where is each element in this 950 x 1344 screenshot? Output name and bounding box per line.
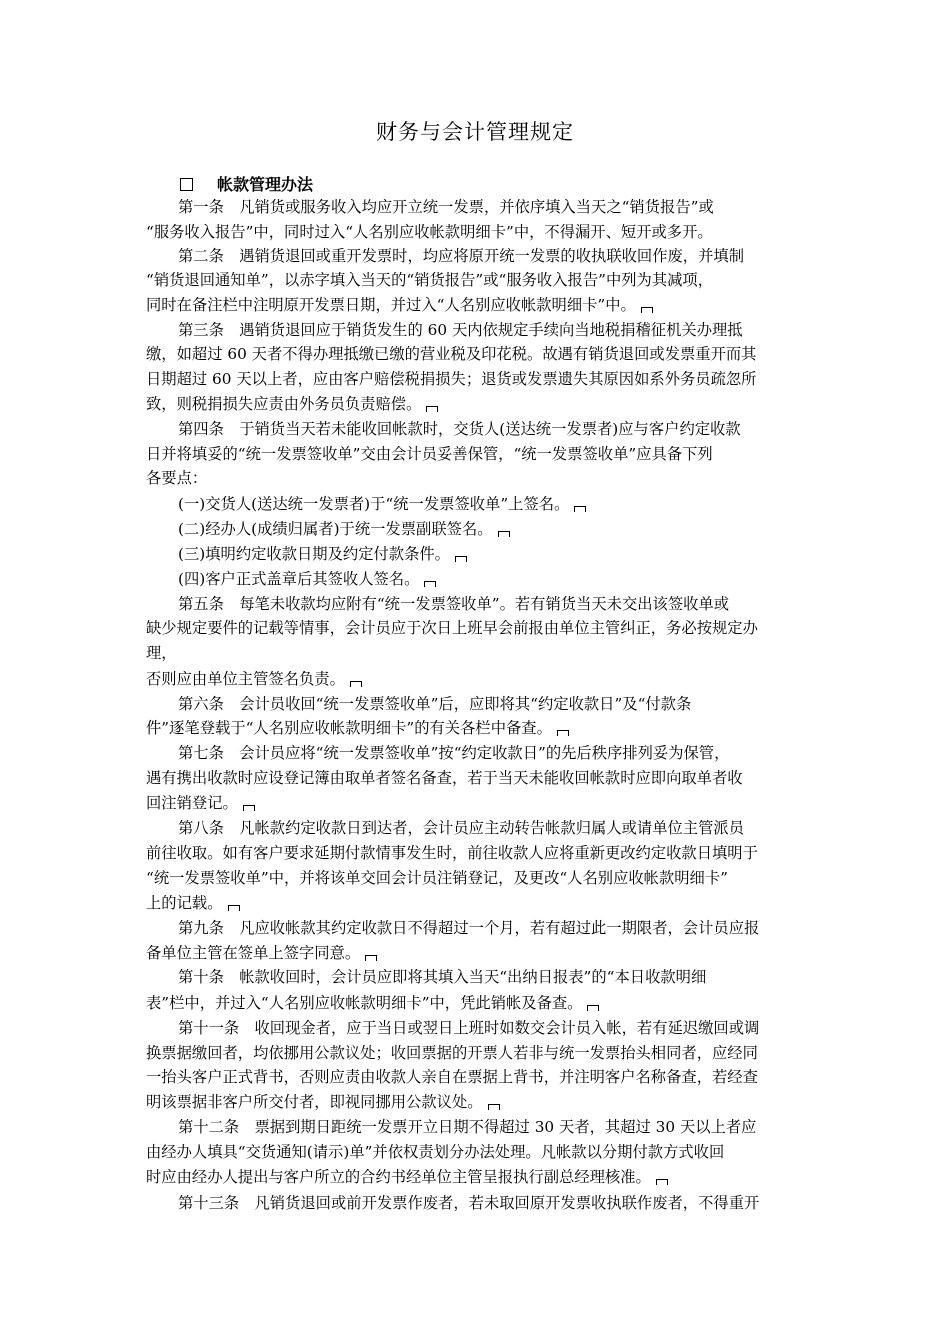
paragraph-mark-icon: [426, 406, 438, 412]
text-line-content: 缴，如超过 60 天者不得办理抵缴已缴的营业税及印花税。故遇有销货退回或发票重开而其: [146, 345, 757, 363]
text-line-content: 第八条 凡帐款约定收款日到达者，会计员应主动转告帐款归属人或请单位主管派员: [178, 819, 744, 837]
paragraph-mark-icon: [587, 1005, 599, 1011]
paragraph-mark-icon: [350, 681, 362, 687]
paragraph-mark-icon: [488, 1104, 500, 1110]
text-line: [178, 246, 744, 266]
text-line: [146, 394, 438, 414]
text-line-content: 第六条 会计员收回“统一发票签收单”后，应即将其“约定收款日”及“付款条: [178, 695, 692, 713]
text-line: [178, 818, 744, 838]
text-line-content: 日期超过 60 天以上者，应由客户赔偿税捐损失；退货或发票遗失其原因如系外务员疏忽所: [146, 370, 757, 388]
text-line-content: 备单位主管在签单上签字同意。: [146, 944, 361, 962]
text-line: [146, 1092, 500, 1112]
paragraph-mark-icon: [557, 730, 569, 736]
text-line: [146, 943, 377, 963]
text-line: [178, 494, 586, 514]
text-line: [146, 344, 756, 364]
text-line: [146, 444, 713, 464]
text-line-content: (一)交货人(送达统一发票者)于“统一发票签收单”上签名。: [178, 495, 570, 513]
paragraph-mark-icon: [641, 307, 653, 313]
text-line: [178, 519, 510, 539]
text-line: [146, 643, 177, 663]
text-line-content: 上的记载。: [146, 894, 223, 912]
page-title: 财务与会计管理规定: [376, 120, 574, 144]
text-line: [146, 893, 240, 913]
text-line: [146, 718, 569, 738]
text-line: [146, 295, 653, 315]
section-heading: [180, 172, 313, 195]
text-line: [178, 1117, 756, 1137]
text-line-content: 第十一条 收回现金者，应于当日或翌日上班时如数交会计员入帐，若有延迟缴回或调: [178, 1019, 760, 1037]
text-line-content: 同时在备注栏中注明原开发票日期，并过入“人名别应收帐款明细卡”中。: [146, 296, 636, 314]
text-line: [178, 320, 743, 340]
text-line-content: “统一发票签收单”中，并将该单交回会计员注销登记，及更改“人名别应收帐款明细卡”: [146, 869, 728, 887]
paragraph-mark-icon: [228, 905, 240, 911]
text-line-content: 一抬头客户正式背书，否则应责由收款人亲自在票据上背书，并注明客户名称备查，若经查: [146, 1068, 758, 1086]
text-line-content: 遇有携出收款时应设登记簿由取单者签名备查，若于当天未能收回帐款时应即向取单者收: [146, 769, 743, 787]
text-line: [178, 967, 706, 987]
text-line-content: 第四条 于销货当天若未能收回帐款时，交货人(送达统一发票者)应与客户约定收款: [178, 420, 741, 438]
text-line-content: 第九条 凡应收帐款其约定收款日不得超过一个月，若有超过此一期限者，会计员应报: [178, 919, 760, 937]
text-line-content: 第十条 帐款收回时，会计员应即将其填入当天“出纳日报表”的“本日收款明细: [178, 968, 707, 986]
text-line: [146, 768, 743, 788]
text-line: [146, 222, 713, 242]
text-line-content: 日并将填妥的“统一发票签收单”交由会计员妥善保管，“统一发票签收单”应具备下列: [146, 445, 713, 463]
text-line: [178, 918, 759, 938]
text-line-content: 第二条 遇销货退回或重开发票时，均应将原开统一发票的收执联收回作废，并填制: [178, 247, 744, 265]
text-line: [178, 594, 729, 614]
paragraph-mark-icon: [424, 581, 436, 587]
section-heading-label: 帐款管理办法: [217, 175, 314, 194]
text-line-content: 致，则税捐损失应责由外务员负责赔偿。: [146, 395, 422, 413]
text-line-content: (二)经办人(成绩归属者)于统一发票副联签名。: [178, 520, 493, 538]
text-line: [146, 1067, 758, 1087]
text-line-content: 理，: [146, 644, 177, 662]
paragraph-mark-icon: [498, 531, 510, 537]
paragraph-mark-icon: [455, 556, 467, 562]
text-line: [146, 868, 728, 888]
text-line: [178, 743, 729, 763]
text-line-content: 各要点：: [146, 469, 208, 487]
text-line: [146, 843, 758, 863]
text-line-content: 回注销登记。: [146, 794, 238, 812]
text-line-content: 第三条 遇销货退回应于销货发生的 60 天内依规定手续向当地税捐稽征机关办理抵: [178, 321, 743, 339]
text-line-content: 否则应由单位主管签名负责。: [146, 670, 345, 688]
paragraph-mark-icon: [574, 506, 586, 512]
text-line: [146, 1043, 758, 1063]
text-line-content: 第五条 每笔未收款均应附有“统一发票签收单”。若有销货当天未交出该签收单或: [178, 595, 730, 613]
text-line-content: 表”栏中，并过入“人名别应收帐款明细卡”中，凭此销帐及备查。: [146, 994, 583, 1012]
paragraph-mark-icon: [243, 805, 255, 811]
text-line: [178, 197, 714, 217]
text-line: [178, 569, 436, 589]
text-line-content: “销货退回通知单”，以赤字填入当天的“销货报告”或“服务收入报告”中列为其减项，: [146, 271, 714, 289]
text-line-content: “服务收入报告”中，同时过入“人名别应收帐款明细卡”中，不得漏开、短开或多开。: [146, 223, 713, 241]
text-line-content: 前往收取。如有客户要求延期付款情事发生时，前往收款人应将重新更改约定收款日填明于: [146, 844, 758, 862]
text-line: [146, 993, 599, 1013]
text-line-content: 缺少规定要件的记载等情事，会计员应于次日上班早会前报由单位主管纠正，务必按规定办: [146, 619, 758, 637]
text-line-content: 明该票据非客户所交付者，即视同挪用公款议处。: [146, 1093, 483, 1111]
text-line: [178, 694, 691, 714]
text-line: [178, 544, 467, 564]
text-line: [146, 1142, 724, 1162]
text-line-content: 件”逐笔登载于“人名别应收帐款明细卡”的有关各栏中备查。: [146, 719, 552, 737]
text-line: [146, 669, 362, 689]
text-line-content: 第十三条 凡销货退回或前开发票作废者，若未取回原开发票收执联作废者，不得重开: [178, 1194, 760, 1212]
text-line: [178, 1193, 759, 1213]
checkbox-icon: [180, 178, 193, 191]
text-line-content: 时应由经办人提出与客户所立的合约书经单位主管呈报执行副总经理核准。: [146, 1168, 651, 1186]
paragraph-mark-icon: [365, 955, 377, 961]
text-line: [146, 793, 255, 813]
text-line-content: 第七条 会计员应将“统一发票签收单”按“约定收款日”的先后秩序排列妥为保管，: [178, 744, 730, 762]
text-line-content: 第十二条 票据到期日距统一发票开立日期不得超过 30 天者，其超过 30 天以上者应: [178, 1118, 757, 1136]
text-line-content: 由经办人填具“交货通知(请示)单”并依权责划分办法处理。凡帐款以分期付款方式收回: [146, 1143, 725, 1161]
text-line-content: 换票据缴回者，均依挪用公款议处；收回票据的开票人若非与统一发票抬头相同者，应经同: [146, 1044, 758, 1062]
text-line: [146, 468, 207, 488]
text-line: [146, 369, 756, 389]
text-line: [178, 419, 741, 439]
text-line-content: (三)填明约定收款日期及约定付款条件。: [178, 545, 450, 563]
text-line: [146, 618, 758, 638]
text-line-content: 第一条 凡销货或服务收入均应开立统一发票，并依序填入当天之“销货报告”或: [178, 198, 714, 216]
text-line: [146, 1167, 668, 1187]
text-line: [146, 270, 713, 290]
text-line: [178, 1018, 759, 1038]
text-line-content: (四)客户正式盖章后其签收人签名。: [178, 570, 420, 588]
paragraph-mark-icon: [656, 1179, 668, 1185]
